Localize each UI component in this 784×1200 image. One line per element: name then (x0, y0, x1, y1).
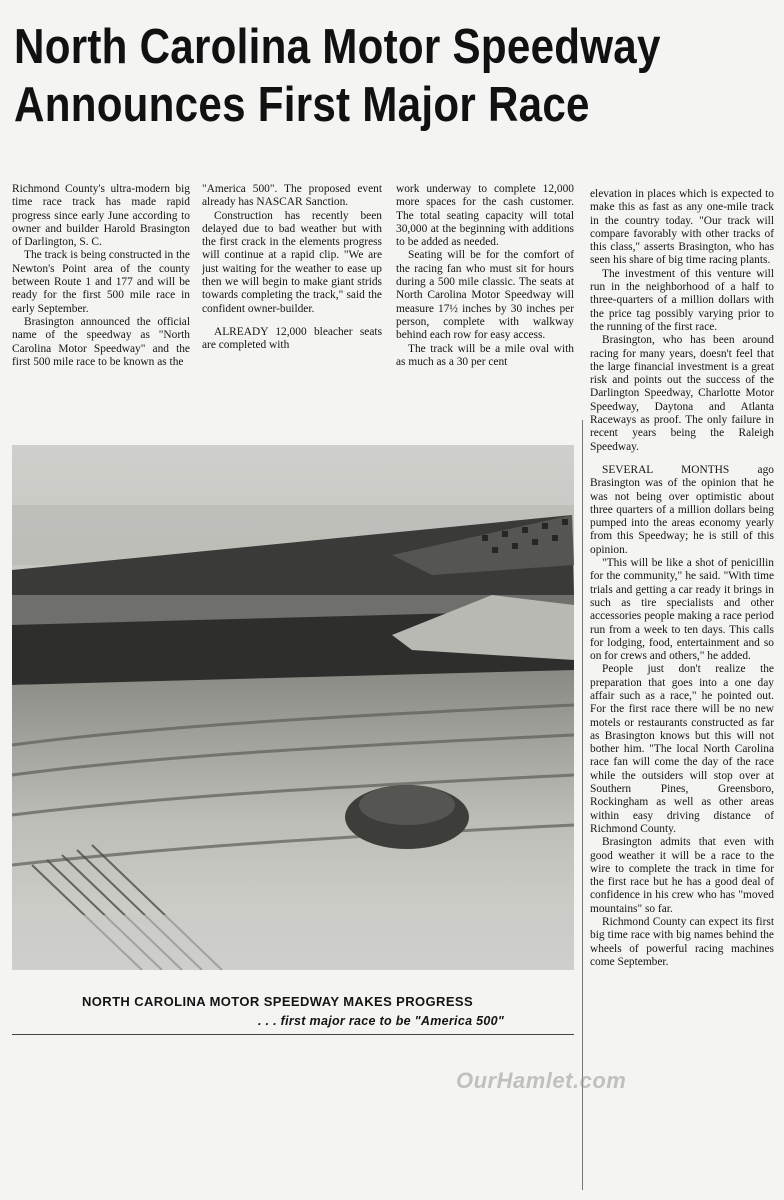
caption-rule (12, 1034, 574, 1035)
paragraph: work underway to complete 12,000 more spaces for the cash customer. The total seating capacity will total 30,000 at the beginning with additions to be added as needed. (396, 183, 574, 249)
paragraph: Construction has recently been delayed due to bad weather but with the first crack in the elements progress will continue at a rapid clip. "We are just waiting for the weather to ease up then we will begin to make giant strids towards completing the track," said the confident owner-builder. (202, 209, 382, 315)
subhead-paragraph: ALREADY 12,000 bleacher seats are completed with (202, 325, 382, 352)
article-column-3 (396, 183, 574, 369)
paragraph: "This will be like a shot of penicillin for the community," he said. "With time trials and getting a car ready it brings in such as tire specialists and other accessories people making a race period run from a week to ten days. This calls for lodging, food, entertainment and so on for crews and others," he added. (590, 557, 774, 663)
headline-line-1: North Carolina Motor Speedway (14, 20, 661, 74)
paragraph: Seating will be for the comfort of the racing fan who must sit for hours during a 500 mile classic. The seats at North Carolina Motor Speedway will measure 17½ inches by 30 inches per person, complete with walkway behind each row for easy access. (396, 249, 574, 342)
headline-line-2: Announces First Major Race (14, 78, 590, 132)
paragraph: The track is being constructed in the Newton's Point area of the county between Route 1 and 177 and will be ready for the first 500 mile race in early September. (12, 249, 190, 315)
paragraph: Brasington admits that even with good weather it will be a race to the wire to complete the track in time for the first race but he has a good deal of confidence in his crew who has "moved mountains" so far. (590, 836, 774, 915)
paragraph: elevation in places which is expected to make this as fast as any one-mile track in the country today. "Our track will compare favorably with other tracks of this class," asserts Brasington, who has seen his share of big time racing plants. (590, 188, 774, 267)
paragraph: Richmond County can expect its first big time race with big names behind the wheels of powerful racing machines come September. (590, 916, 774, 968)
paragraph: The investment of this venture will run in the neighborhood of a half to three-quarters of a million dollars with the price tag possibly varying prior to the running of the first race. (590, 267, 774, 333)
photo-caption-subtitle: . . . first major race to be "America 500" (258, 1014, 505, 1028)
paragraph: The track will be a mile oval with as much as a 30 per cent (396, 342, 574, 368)
photo-caption-title: NORTH CAROLINA MOTOR SPEEDWAY MAKES PROGRESS (82, 994, 474, 1009)
subhead-paragraph: SEVERAL MONTHS ago Brasington was of the opinion that he was not being over optimistic about three quarters of a million dollars being pumped into the areas economy yearly from this Speedway; he is still of this opinion. (590, 463, 774, 556)
article-column-2 (202, 183, 382, 353)
paragraph: "America 500". The proposed event already has NASCAR Sanction. (202, 183, 382, 209)
watermark: OurHamlet.com (456, 1068, 627, 1093)
article-column-4 (590, 188, 774, 969)
speedway-construction-photo (12, 445, 574, 970)
headline (14, 18, 664, 134)
paragraph: People just don't realize the preparation that goes into a one day affair such as a race," he pointed out. For the first race there will be no new motels or restaurants constructed as far as Brasington knows but this will not bother him. "The local North Carolina race fan will come the day of the race while the outsiders will stop over at Southern Pines, Greensboro, Rockingham as well as other areas within easy driving distance of Richmond County. (590, 663, 774, 835)
paragraph: Brasington, who has been around racing for many years, doesn't feel that the large financial investment is a great risk and points out the success of the Darlington Speedway, Charlotte Motor Speedway, Daytona and Atlanta Raceways as proof. The only failure in recent years being the Raleigh Speedway. (590, 334, 774, 453)
article-column-1 (12, 183, 190, 369)
paragraph: Brasington announced the official name of the speedway as "North Carolina Motor Speedway" and the first 500 mile race to be known as the (12, 315, 190, 368)
paragraph: Richmond County's ultra-modern big time race track has made rapid progress since early June according to owner and builder Harold Brasington of Darlington, S. C. (12, 183, 190, 249)
